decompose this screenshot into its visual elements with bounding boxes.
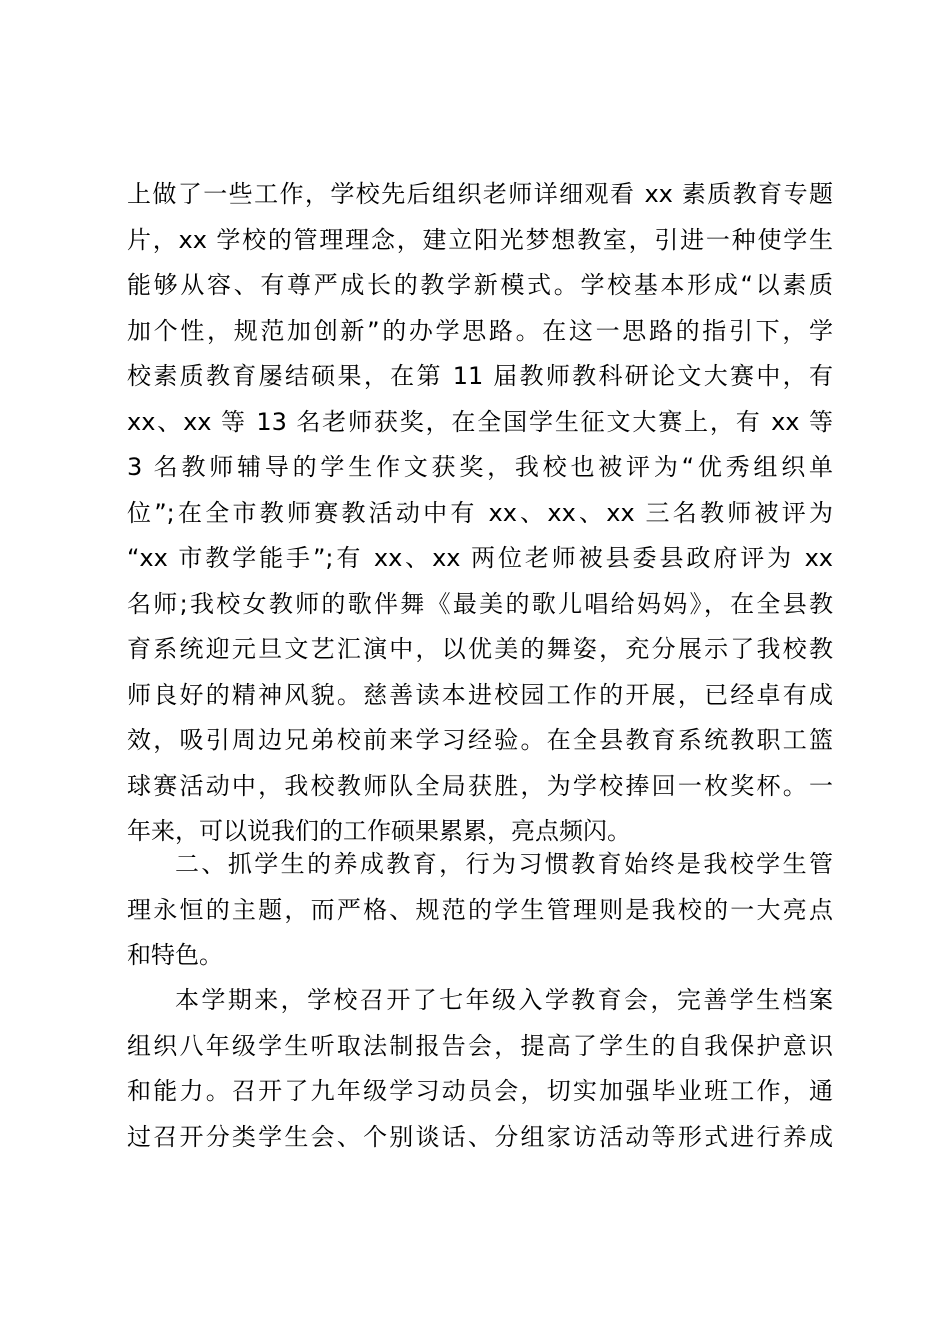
text-line: 师良好的精神风貌。慈善读本进校园工作的开展，已经卓有成 — [127, 680, 833, 709]
text-line: 名师;我校女教师的歌伴舞《最美的歌儿唱给妈妈》，在全县教 — [127, 589, 833, 618]
paragraph-semester-activities — [127, 978, 833, 1160]
text-line: 育系统迎元旦文艺汇演中，以优美的舞姿，充分展示了我校教 — [127, 635, 833, 663]
text-line: 效，吸引周边兄弟校前来学习经验。在全县教育系统教职工篮 — [127, 726, 833, 754]
paragraph-school-achievements — [127, 172, 833, 855]
text-line: 球赛活动中，我校教师队全局获胜，为学校捧回一枚奖杯。一 — [127, 771, 833, 800]
text-line: 年来，可以说我们的工作硕果累累，亮点频闪。 — [127, 817, 631, 845]
text-line: 理永恒的主题，而严格、规范的学生管理则是我校的一大亮点 — [127, 895, 833, 924]
text-line: 片，xx 学校的管理理念，建立阳光梦想教室，引进一种使学生 — [127, 225, 833, 254]
text-line: 二、抓学生的养成教育，行为习惯教育始终是我校学生管 — [175, 850, 833, 878]
text-line: 本学期来，学校召开了七年级入学教育会，完善学生档案 — [175, 986, 833, 1014]
text-line: xx、xx 等 13 名老师获奖，在全国学生征文大赛上，有 xx 等 — [127, 407, 833, 436]
text-line: 3 名教师辅导的学生作文获奖，我校也被评为“优秀组织单 — [127, 453, 833, 481]
text-line: 校素质教育屡结硕果，在第 11 届教师教科研论文大赛中，有 — [127, 362, 833, 390]
text-line: 加个性，规范加创新”的办学思路。在这一思路的指引下，学 — [127, 316, 833, 345]
text-line: 过召开分类学生会、个别谈话、分组家访活动等形式进行养成 — [127, 1122, 833, 1151]
text-line: 能够从容、有尊严成长的教学新模式。学校基本形成“以素质 — [127, 271, 833, 299]
text-line: 和特色。 — [127, 941, 223, 969]
text-line: 位”;在全市教师赛教活动中有 xx、xx、xx 三名教师被评为 — [127, 498, 833, 527]
text-line: 和能力。召开了九年级学习动员会，切实加强毕业班工作，通 — [127, 1077, 833, 1105]
text-line: 上做了一些工作，学校先后组织老师详细观看 xx 素质教育专题 — [127, 180, 833, 208]
text-line: “xx 市教学能手”;有 xx、xx 两位老师被县委县政府评为 xx — [127, 544, 833, 572]
paragraph-habit-education — [127, 842, 833, 979]
text-line: 组织八年级学生听取法制报告会，提高了学生的自我保护意识 — [127, 1031, 833, 1060]
